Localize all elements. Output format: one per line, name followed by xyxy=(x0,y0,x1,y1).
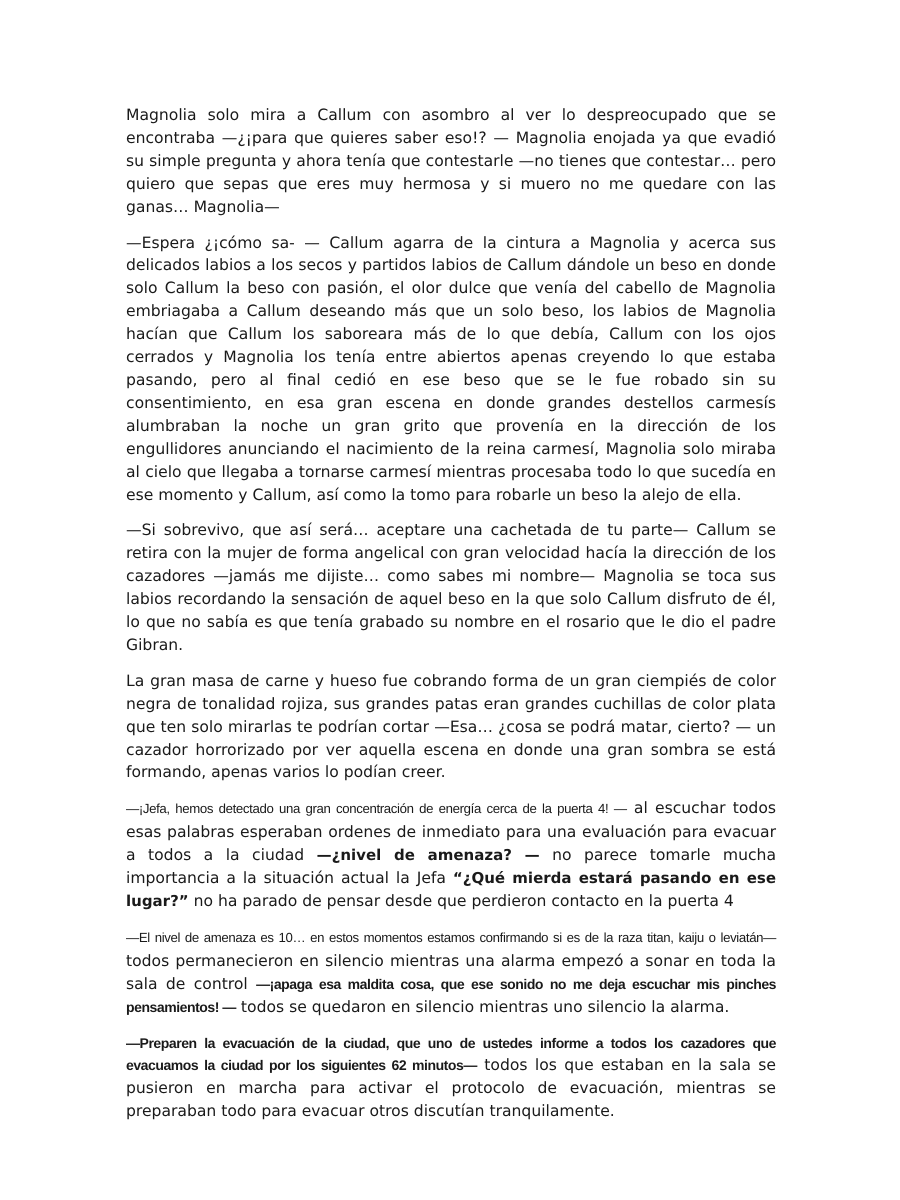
threat-question-line: —¿nivel de amenaza? — xyxy=(316,846,540,865)
paragraph-4: La gran masa de carne y hueso fue cobrando forma de un gran ciempiés de color negra de tonalidad rojiza, sus grandes patas eran grandes cuchillas de color plata que ten solo mirarlas te podrían cortar —Esa… ¿cosa se podrá matar, cierto? — un cazador horrorizado por ver aquella escena en donde una gran sombra se está formando, apenas varios lo podían creer. xyxy=(126,671,776,782)
paragraph-2: —Espera ¿¡cómo sa- — Callum agarra de la cintura a Magnolia y acerca sus delicados labios a los secos y partidos labios de Callum dándole un beso en donde solo Callum la beso con pasión, el olor dulce que venía del cabello de Magnolia embriagaba a Callum deseando más que un solo beso, los labios de Magnolia hacían que Callum los saboreara más de lo que debía, Callum con los ojos cerrados y Magnolia los tenía entre abiertos apenas creyendo lo que estaba pasando, pero al final cedió en ese beso que se le fue robado sin su consentimiento, en esa gran escena en donde grandes destellos carmesís alumbraban la noche un gran grito que provenía en la dirección de los engullidores anunciando el nacimiento de la reina carmesí, Magnolia solo miraba al cielo que llegaba a tornarse carmesí mientras procesaba todo lo que sucedía en ese momento y Callum, así como la tomo para robarle un beso la alejo de ella. xyxy=(126,233,776,504)
narration-text: al escuchar todos esas palabras esperaban ordenes de inmediato para una evaluación para evacuar a todos a la ciudad xyxy=(126,799,776,865)
paragraph-1: Magnolia solo mira a Callum con asombro al ver lo despreocupado que se encontraba —¿¡para que quieres saber eso!? — Magnolia enojada ya que evadió su simple pregunta y ahora tenía que contestarle —no tienes que contestar… pero quiero que sepas que eres muy hermosa y si muero no me quedare con las ganas… Magnolia— xyxy=(126,106,776,216)
narration-text: no parece tomarle mucha importancia a la situación actual la Jefa xyxy=(126,846,776,888)
shout-line: —¡apaga esa maldita cosa, que ese sonido no me deja escuchar mis pinches pensamientos! — xyxy=(126,975,776,1015)
narration-text: todos permanecieron en silencio mientras una alarma empezó a sonar en toda la sala de control xyxy=(126,951,776,993)
thought-line: “¿Qué mierda estará pasando en ese lugar?” xyxy=(126,869,776,910)
paragraph-3: —Si sobrevivo, que así será… aceptare una cachetada de tu parte— Callum se retira con la mujer de forma angelical con gran velocidad hacía la dirección de los cazadores —jamás me dijiste… como sabes mi nombre— Magnolia se toca sus labios recordando la sensación de aquel beso en la que solo Callum disfruto de él, lo que no sabía es que tenía grabado su nombre en el rosario que le dio el padre Gibran. xyxy=(126,521,776,654)
threat-level-report: —El nivel de amenaza es 10… en estos momentos estamos confirmando si es de la raza titan, kaiju o leviatán— xyxy=(126,929,776,945)
narration-text: todos se quedaron en silencio mientras uno silencio la alarma. xyxy=(235,997,730,1016)
paragraph-6 xyxy=(126,926,776,1019)
paragraph-5 xyxy=(126,797,776,913)
narration-text: todos los que estaban en la sala se pusieron en marcha para activar el protocolo de evacuación, mientras se preparaban todo para evacuar otros discutían tranquilamente. xyxy=(126,1056,777,1121)
narration-text: no ha parado de pensar desde que perdieron contacto en la puerta 4 xyxy=(188,892,734,910)
evacuation-order-line: —Preparen la evacuación de la ciudad, que uno de ustedes informe a todos los cazadores que evacuamos la ciudad por los siguientes 62 minutos— xyxy=(126,1034,776,1074)
document-body xyxy=(126,104,776,1136)
radio-report-line: —¡Jefa, hemos detectado una gran concentración de energía cerca de la puerta 4! — xyxy=(126,801,627,817)
paragraph-7 xyxy=(126,1032,776,1124)
